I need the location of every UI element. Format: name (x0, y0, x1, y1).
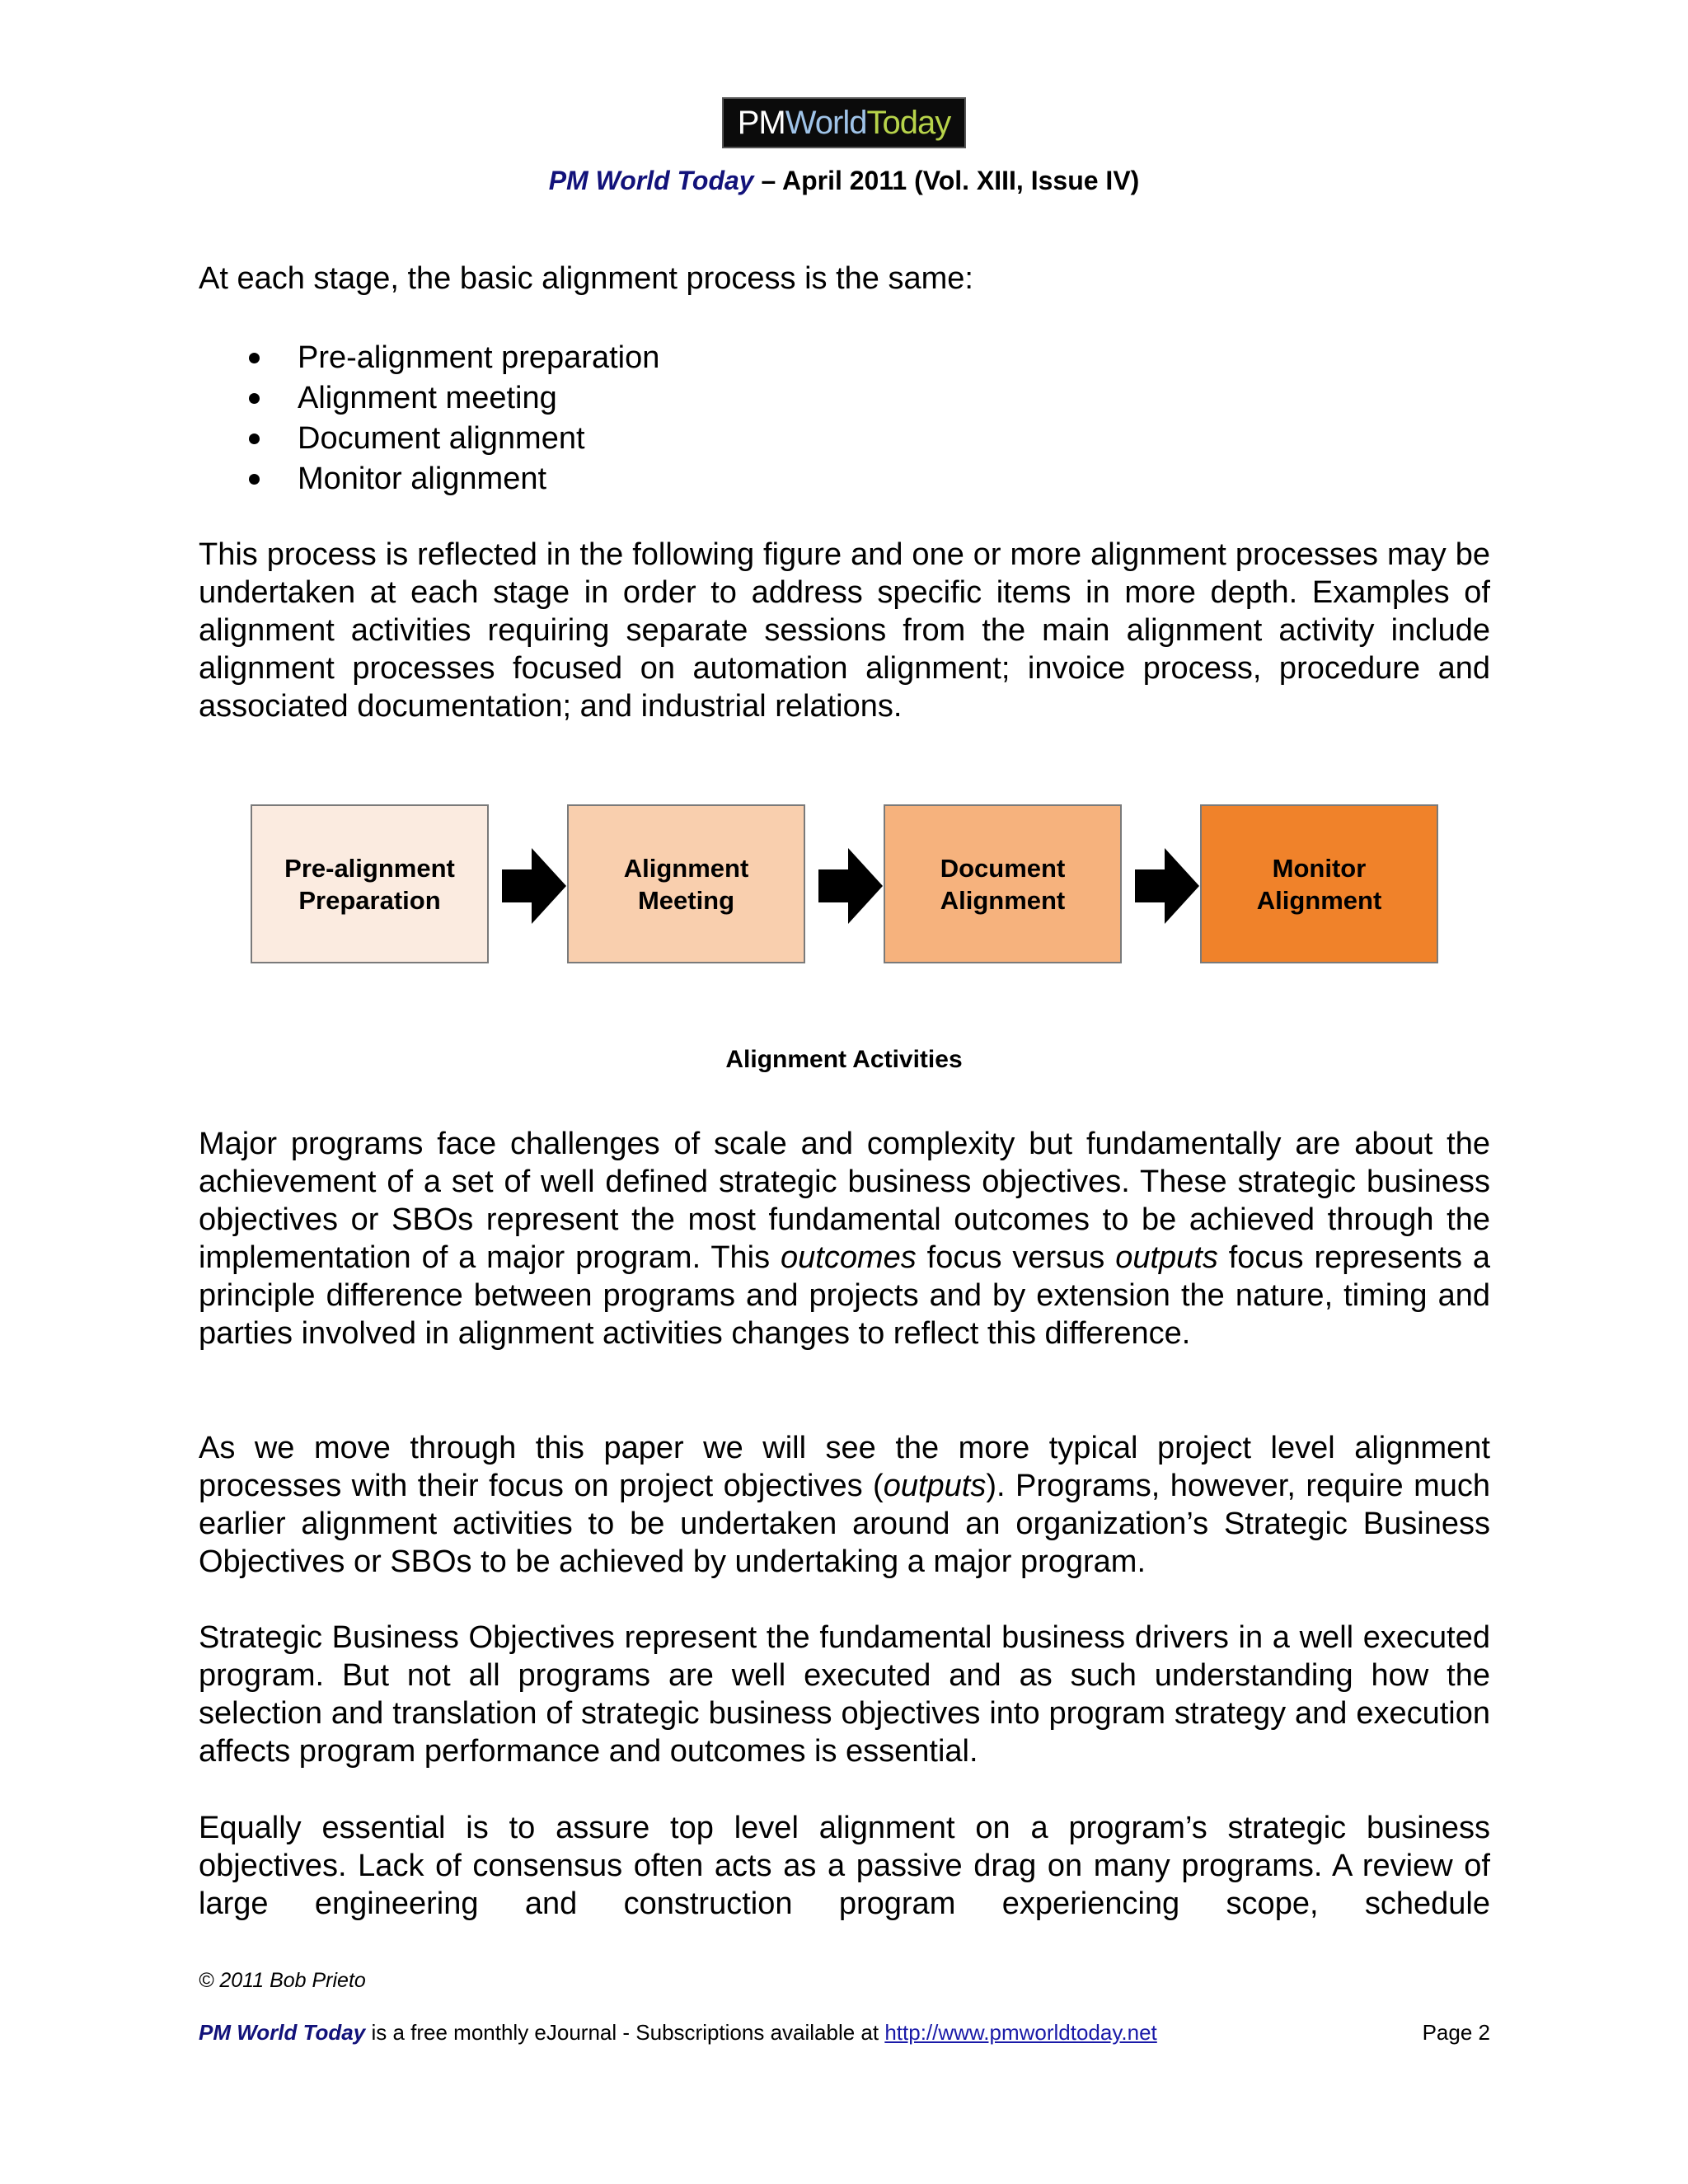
arrow-right-icon (502, 848, 566, 924)
list-item: Pre-alignment preparation (199, 338, 1023, 378)
arrow-right-icon (818, 848, 883, 924)
page-number: Page 2 (1422, 2020, 1490, 2045)
bullet-icon (249, 434, 260, 444)
paragraph-2: Major programs face challenges of scale and complexity but fundamentally are about the achievement of a set of well defined strategic business objectives. These strategic business objectives or SBOs represent the most fundamental outcomes to be achieved through the implementation of a major program. This outcomes focus versus outputs focus represents a principle difference between programs and projects and by extension the nature, timing and parties involved in alignment activities changes to reflect this difference. (199, 1127, 1490, 1351)
copyright: © 2011 Bob Prieto (199, 1969, 366, 1992)
paragraph-1: This process is reflected in the following figure and one or more alignment processes may be undertaken at each stage in order to address specific items in more depth. Examples of alignment activities requiring separate sessions from the main alignment activity include alignment processes focused on automation alignment; invoice process, procedure and associated documentation; and industrial relations. (199, 537, 1490, 724)
paragraph-5: Equally essential is to assure top level alignment on a program’s strategic business objectives. Lack of consensus often acts as a passive drag on many programs. A review of large engineering and construction program experiencing scope, schedule (199, 1811, 1490, 1921)
page-header (0, 165, 1688, 196)
list-item: Alignment meeting (199, 378, 1023, 419)
paragraph-3: As we move through this paper we will see the more typical project level alignment processes with their focus on project objectives (outputs). Programs, however, require much earlier alignment activities to be undertaken around an organization’s Strategic Business Objectives or SBOs to be achieved by undertaking a major program. (199, 1431, 1491, 1579)
arrow-right-icon (1135, 848, 1199, 924)
issue-info: – April 2011 (Vol. XIII, Issue IV) (753, 166, 1140, 195)
page-footer: PM World Today is a free monthly eJournal - Subscriptions available at http://www.pmworldtoday.net Page 2 (199, 2020, 1490, 2045)
step-monitor-alignment: Monitor Alignment (1200, 804, 1438, 963)
process-bullet-list (199, 338, 1023, 499)
subscription-link[interactable]: http://www.pmworldtoday.net (884, 2020, 1157, 2045)
step-document-alignment: Document Alignment (884, 804, 1122, 963)
bullet-icon (249, 393, 260, 404)
list-item: Document alignment (199, 419, 1023, 459)
footer-publication: PM World Today (199, 2020, 366, 2045)
step-pre-alignment-preparation: Pre-alignment Preparation (251, 804, 489, 963)
pm-world-today-logo: PM World Today (722, 97, 966, 148)
figure-caption: Alignment Activities (725, 1046, 963, 1073)
list-item: Monitor alignment (199, 459, 1023, 499)
bullet-icon (249, 474, 260, 485)
publication-name: PM World Today (548, 166, 754, 195)
intro-text: At each stage, the basic alignment process is the same: (199, 261, 973, 296)
bullet-icon (249, 353, 260, 363)
paragraph-4: Strategic Business Objectives represent the fundamental business drivers in a well executed program. But not all programs are well executed and as such understanding how the selection and translation of strategic business objectives into program strategy and execution affects program performance and outcomes is essential. (199, 1620, 1490, 1769)
step-alignment-meeting: Alignment Meeting (567, 804, 805, 963)
